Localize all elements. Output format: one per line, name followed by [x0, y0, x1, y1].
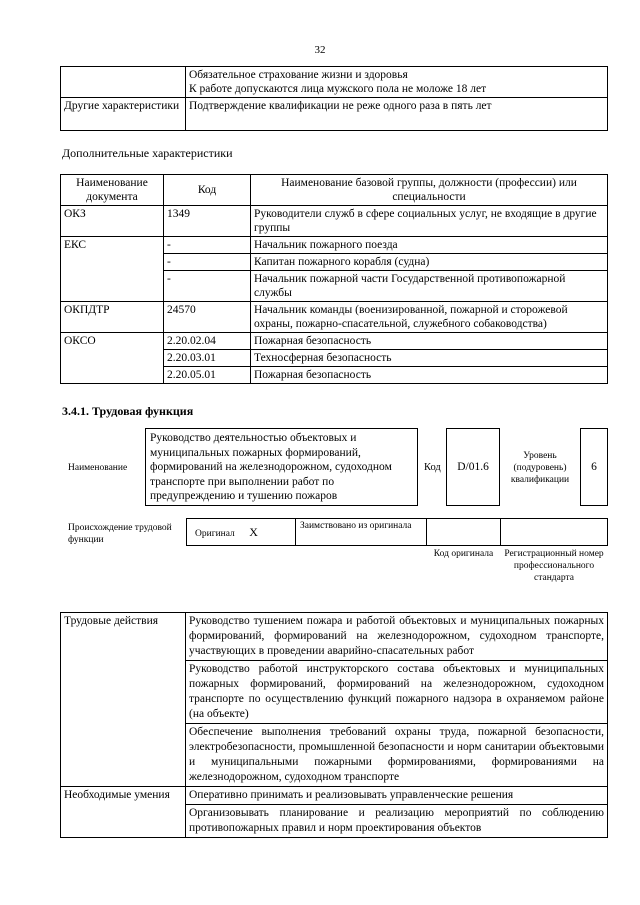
- doc-cell: ЕКС: [61, 237, 164, 302]
- header-code: Код: [164, 175, 251, 206]
- table-row: [61, 67, 608, 98]
- row-content: [186, 67, 608, 98]
- name-cell: Начальник пожарного поезда: [251, 237, 608, 254]
- skill-cell: Организовывать планирование и реализацию мероприятий по соблюдению противопожарных правил и норм проектирования объектов: [186, 805, 608, 838]
- name-cell: Начальник пожарной части Государственной противопожарной службы: [251, 271, 608, 302]
- registration-number-caption: Регистрационный номер профессионального стандарта: [504, 549, 604, 583]
- original-code-caption: Код оригинала: [433, 549, 494, 559]
- header-name: Наименование базовой группы, должности (профессии) или специальности: [251, 175, 608, 206]
- content-line: Обязательное страхование жизни и здоровья: [189, 69, 408, 81]
- name-cell: Техносферная безопасность: [251, 350, 608, 367]
- name-cell: Пожарная безопасность: [251, 367, 608, 384]
- function-name-box: Руководство деятельностью объектовых и муниципальных пожарных формирований, формирований на железнодорожном, судоходном транспорте при выполнении работ по предупреждению и тушению пожаров: [145, 428, 418, 506]
- skills-label: Необходимые умения: [61, 787, 186, 838]
- additional-heading: Дополнительные характеристики: [62, 146, 233, 160]
- code-cell: -: [164, 271, 251, 302]
- code-cell: -: [164, 254, 251, 271]
- header-doc: Наименование документа: [61, 175, 164, 206]
- name-cell: Руководители служб в сфере социальных услуг, не входящие в другие группы: [251, 206, 608, 237]
- table-row: [61, 98, 608, 131]
- name-cell: Пожарная безопасность: [251, 333, 608, 350]
- doc-cell: ОКСО: [61, 333, 164, 384]
- doc-cell: ОКПДТР: [61, 302, 164, 333]
- function-heading: 3.4.1. Трудовая функция: [62, 404, 194, 418]
- code-cell: 24570: [164, 302, 251, 333]
- name-cell: Капитан пожарного корабля (судна): [251, 254, 608, 271]
- row-label: [61, 67, 186, 98]
- top-characteristics-table: [60, 66, 608, 131]
- page-number: 32: [314, 44, 326, 56]
- content-line: Подтверждение квалификации не реже одного раза в пять лет: [189, 100, 492, 112]
- additional-characteristics-table: [60, 174, 608, 384]
- borrowed-cell: Заимствовано из оригинала: [295, 518, 427, 546]
- skill-cell: Оперативно принимать и реализовывать управленческие решения: [186, 787, 608, 805]
- function-code-label: Код: [424, 462, 441, 473]
- qualification-level-box: 6: [580, 428, 608, 506]
- actions-label: Трудовые действия: [61, 613, 186, 787]
- original-cell: [186, 518, 296, 546]
- code-cell: 1349: [164, 206, 251, 237]
- doc-cell: ОКЗ: [61, 206, 164, 237]
- qualification-level-label: Уровень (подуровень) квалификации: [510, 451, 570, 485]
- action-cell: Руководство тушением пожара и работой объектовых и муниципальных пожарных формирований, формирований на железнодорожном, судоходном транспорте, участвующих в проведении аварийно-спасательных работ: [186, 613, 608, 661]
- labor-actions-table: [60, 612, 608, 838]
- function-name-label: Наименование: [68, 463, 128, 473]
- table-row: [61, 613, 608, 661]
- table-row: [61, 333, 608, 350]
- function-code-box: D/01.6: [446, 428, 500, 506]
- original-mark: X: [249, 525, 258, 539]
- table-row: [61, 237, 608, 254]
- code-cell: 2.20.02.04: [164, 333, 251, 350]
- header-row: [61, 175, 608, 206]
- row-label: Другие характеристики: [61, 98, 186, 131]
- action-cell: Руководство работой инструкторского состава объектовых и муниципальных пожарных формирований, формирований на железнодорожном, судоходном транспорте по осуществлению функций пожарного надзора в охраняемом районе (на объекте): [186, 661, 608, 724]
- table-row: [61, 302, 608, 333]
- original-code-cell: [426, 518, 501, 546]
- code-cell: 2.20.05.01: [164, 367, 251, 384]
- name-cell: Начальник команды (военизированной, пожарной и сторожевой охраны, пожарно-спасательной, служебного собаководства): [251, 302, 608, 333]
- code-cell: -: [164, 237, 251, 254]
- content-line: К работе допускаются лица мужского пола не моложе 18 лет: [189, 83, 487, 95]
- registration-number-cell: [500, 518, 608, 546]
- origin-row: [186, 518, 608, 546]
- table-row: [61, 787, 608, 805]
- row-content: [186, 98, 608, 131]
- action-cell: Обеспечение выполнения требований охраны труда, пожарной безопасности, электробезопасности, промышленной безопасности и норм санитарии объектовыми и муниципальными пожарными формированиями, формированиями на железнодорожном, судоходном транспорте: [186, 724, 608, 787]
- code-cell: 2.20.03.01: [164, 350, 251, 367]
- original-label: Оригинал: [195, 529, 235, 539]
- table-row: [61, 206, 608, 237]
- origin-label: Происхождение трудовой функции: [68, 523, 172, 545]
